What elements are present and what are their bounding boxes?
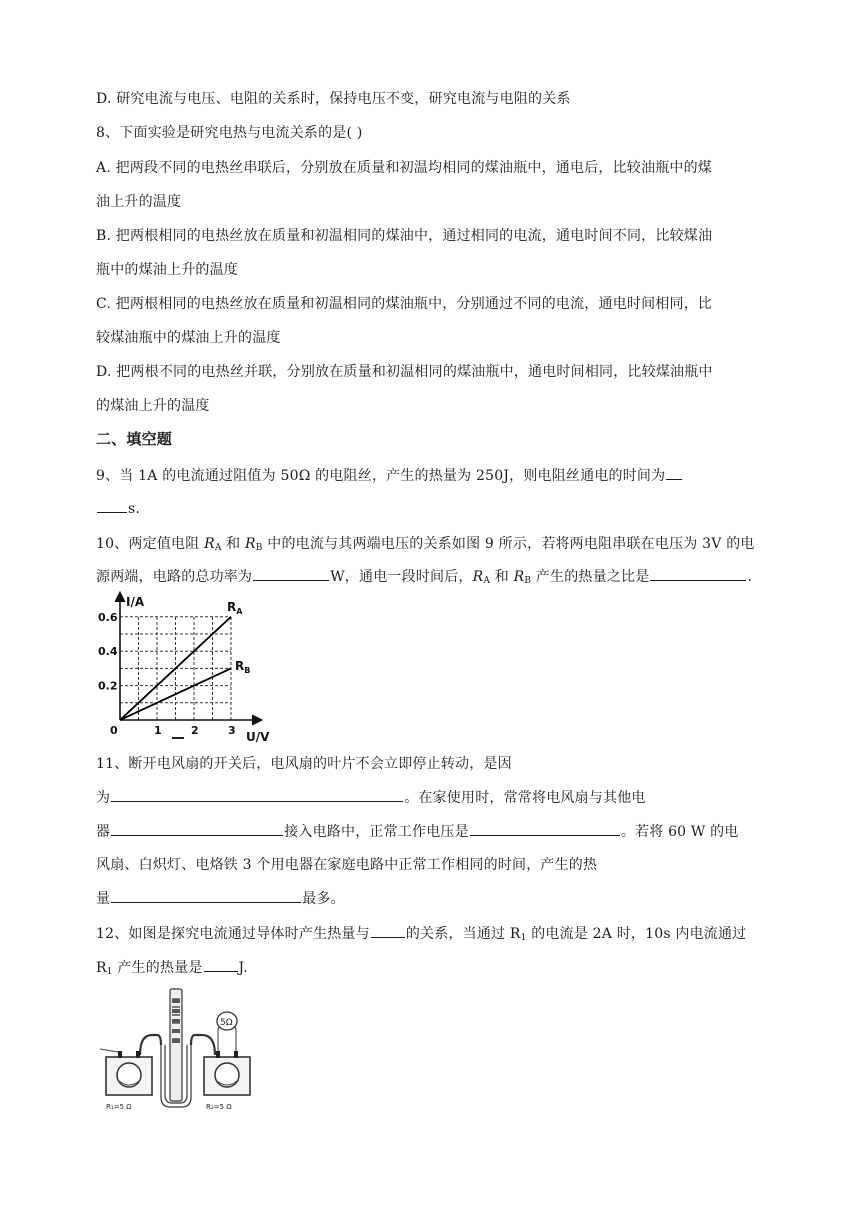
q11-blank-reason[interactable] xyxy=(111,787,403,802)
y-tick-label: 0.2 xyxy=(98,679,118,693)
q8-option-c-line1: C. 把两根相同的电热丝放在质量和初温相同的煤油瓶中，分别通过不同的电流，通电时间相同，比 xyxy=(96,296,713,312)
q9-unit: s. xyxy=(128,501,141,517)
q11-text-c: 器 xyxy=(96,824,111,840)
q11-line5 xyxy=(96,888,345,909)
q9-text: 9、当 1A 的电流通过阻值为 50Ω 的电阻丝，产生的热量为 250J，则电阻丝通电的时间为 xyxy=(96,468,666,484)
q12-sub-a: 1 xyxy=(520,933,527,943)
q11-line3 xyxy=(96,821,739,842)
q10-text-c: 中的电流与其两端电压的关系如图 9 所示，若将两电阻串联在电压为 3V 的电 xyxy=(262,536,755,552)
q10-sub-b: B xyxy=(255,543,263,553)
x-axis-label: U/V xyxy=(246,730,270,744)
q12-blank-relation[interactable] xyxy=(371,923,405,938)
x-tick-label: 0 xyxy=(110,724,118,737)
q10-text-e: W，通电一段时间后， xyxy=(330,569,473,585)
q8-option-a-line2: 油上升的温度 xyxy=(96,194,182,210)
line-a-label: $R_A$ xyxy=(227,600,243,616)
right-resistor-label: R₂=5 Ω xyxy=(206,1103,232,1111)
q12-text-d: R xyxy=(96,960,107,976)
q10-blank-ratio[interactable] xyxy=(650,566,746,581)
q11-text-f: 量 xyxy=(96,891,111,907)
q10-text-d: 源两端，电路的总功率为 xyxy=(96,569,253,585)
q8-option-b-line1: B. 把两根相同的电热丝放在质量和初温相同的煤油中，通过相同的电流，通电时间不同，比较煤油 xyxy=(96,228,713,244)
line-b-label: $R_B$ xyxy=(235,659,251,675)
q10-r-a: R xyxy=(204,536,215,552)
q7-option-d: D. 研究电流与电压、电阻的关系时，保持电压不变，研究电流与电阻的关系 xyxy=(96,91,571,107)
q11-text-e: 。若将 60 W 的电 xyxy=(620,824,739,840)
graph-ticks xyxy=(98,611,236,737)
q10-text-a: 10、两定值电阻 xyxy=(96,536,205,552)
q12-text-c: 的电流是 2A 时，10s 内电流通过 xyxy=(526,926,747,942)
q8-option-d-line2: 的煤油上升的温度 xyxy=(96,398,210,414)
apparatus-figure xyxy=(100,985,260,1115)
q10-text-g: 产生的热量之比是 xyxy=(531,569,650,585)
y-tick-label: 0.6 xyxy=(98,610,118,624)
iv-graph xyxy=(96,590,276,745)
q10-sub-b2: B xyxy=(524,576,532,586)
q9-line2 xyxy=(96,498,140,519)
q11-text-a: 为 xyxy=(96,790,111,806)
q10-blank-power[interactable] xyxy=(253,566,329,581)
q12-text-a: 12、如图是探究电流通过导体时产生热量与 xyxy=(96,926,370,942)
q12-text-e: 产生的热量是 xyxy=(112,960,203,976)
y-tick-label: 0.4 xyxy=(98,645,118,659)
q11-blank-connection[interactable] xyxy=(111,821,283,836)
q10-text-f: 和 xyxy=(490,569,514,585)
q10-r-a2: R xyxy=(472,569,484,585)
q10-period: . xyxy=(747,569,753,585)
q8-stem: 8、下面实验是研究电热与电流关系的是( ) xyxy=(96,125,363,141)
q11-blank-most-heat[interactable] xyxy=(111,888,301,903)
q12-blank-heat[interactable] xyxy=(204,957,238,972)
q11-text-g: 最多。 xyxy=(302,891,345,907)
q8-option-b-line2: 瓶中的煤油上升的温度 xyxy=(96,262,238,278)
right-container xyxy=(204,1051,250,1095)
q9-blank-a[interactable] xyxy=(666,465,682,480)
x-tick-label: 1 xyxy=(154,724,162,737)
q10-r-b2: R xyxy=(513,569,525,585)
section-title-fill-in: 二、填空题 xyxy=(96,430,173,448)
resistor-5-ohm-label: 5Ω xyxy=(220,1018,233,1028)
q10-line1 xyxy=(96,534,755,558)
q10-r-b: R xyxy=(245,536,256,552)
q11-line2 xyxy=(96,787,646,808)
q11-text-d: 接入电路中，正常工作电压是 xyxy=(284,824,469,840)
x-tick-label: 3 xyxy=(228,724,236,737)
y-axis-label: I/A xyxy=(126,595,145,609)
q12-text-f: J. xyxy=(238,960,248,976)
q12-line2 xyxy=(96,957,248,982)
q9-line1 xyxy=(96,465,683,486)
q11-line1: 11、断开电风扇的开关后，电风扇的叶片不会立即停止转动，是因 xyxy=(96,756,512,772)
q10-text-b: 和 xyxy=(221,536,246,552)
left-resistor-label: R₁=5 Ω xyxy=(106,1103,132,1111)
q11-line4: 风扇、白炽灯、电烙铁 3 个用电器在家庭电路中正常工作相同的时间，产生的热 xyxy=(96,857,598,873)
q12-line1 xyxy=(96,923,746,948)
q8-option-a-line1: A. 把两段不同的电热丝串联后，分别放在质量和初温均相同的煤油瓶中，通电后，比较油瓶中的煤 xyxy=(96,160,713,176)
q12-sub-b: 1 xyxy=(106,967,113,977)
q11-blank-voltage[interactable] xyxy=(470,821,620,836)
q10-sub-a: A xyxy=(214,543,222,553)
q10-sub-a2: A xyxy=(483,576,491,586)
x-tick-label: 2 xyxy=(191,724,199,737)
q8-option-c-line2: 较煤油瓶中的煤油上升的温度 xyxy=(96,330,281,346)
q12-text-b: 的关系，当通过 R xyxy=(405,926,521,942)
q11-text-b: 。在家使用时，常常将电风扇与其他电 xyxy=(404,790,646,806)
q8-option-d-line1: D. 把两根不同的电热丝并联，分别放在质量和初温相同的煤油瓶中，通电时间相同，比较煤油瓶中 xyxy=(96,364,713,380)
q10-line2 xyxy=(96,566,752,591)
q9-blank-b[interactable] xyxy=(97,498,127,513)
